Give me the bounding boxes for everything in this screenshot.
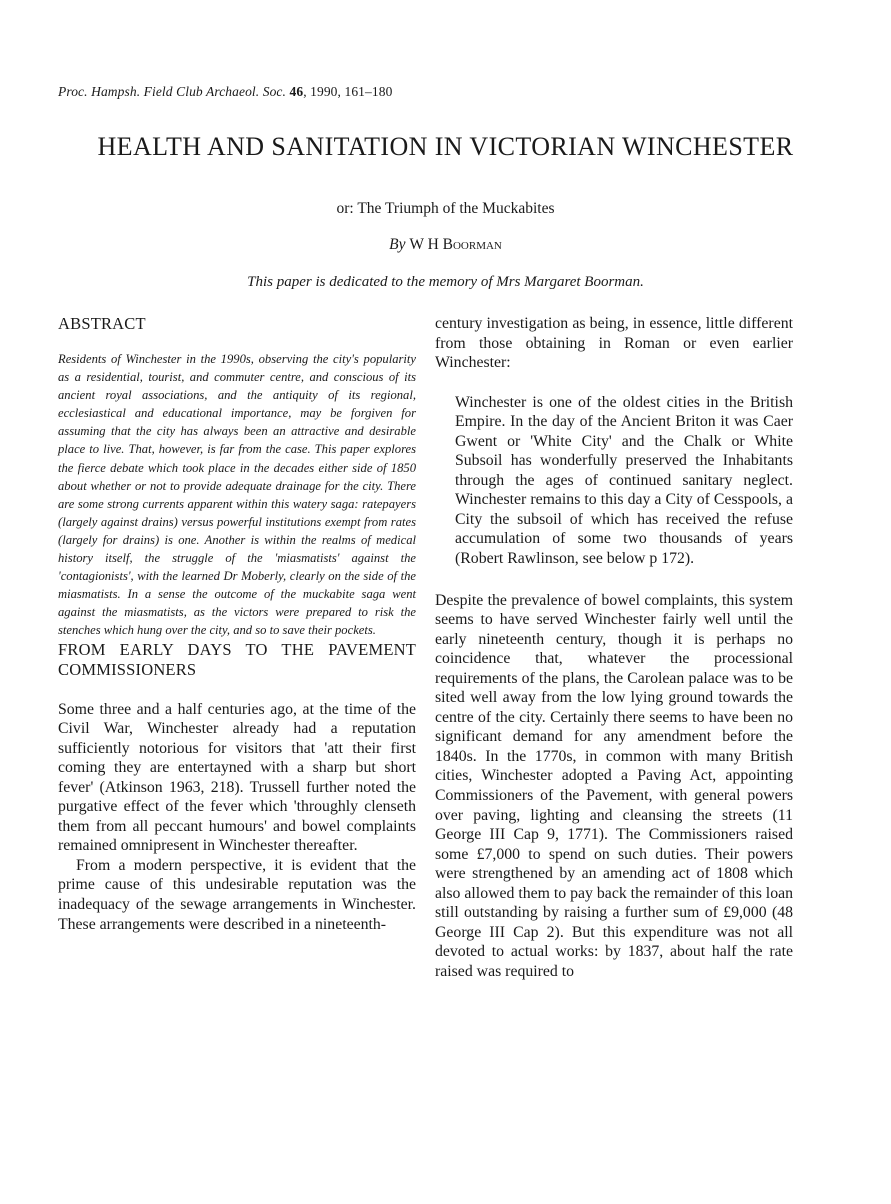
body-paragraph-continued: century investigation as being, in essence, little different from those obtaining in Roman or even earlier Winchester:	[435, 315, 793, 372]
abstract-heading: ABSTRACT	[58, 314, 146, 333]
abstract-text: Residents of Winchester in the 1990s, observing the city's popularity as a residential, tourist, and commuter centre, and conscious of its ancient royal associations, and the antiquity of its regional, ecclesiastical and educational importance, may be forgiven for assuming that the city has always been an attractive and desirable place to live. That, however, is far from the case. This paper explores the fierce debate which took place in the decades either side of 1850 about whether or not to provide adequate drainage for the city. There are some strong currents apparent within this watery saga: ratepayers (largely against drains) versus powerful institutions exempt from rates (largely for drains) is one. Another is within the realms of medical history itself, the struggle of the 'miasmatists' against the 'contagionists', with the learned Dr Moberly, clearly on the side of the miasmatists. In a sense the outcome of the muckabite saga went against the miasmatists, as the victors were prepared to risk the stenches which hung over the city, and so to save their pockets.	[58, 352, 416, 638]
article-title: HEALTH AND SANITATION IN VICTORIAN WINCHESTER	[97, 132, 794, 161]
section-heading: FROM EARLY DAYS TO THE PAVEMENT COMMISSIONERS	[58, 639, 416, 679]
citation-volume: 46	[289, 84, 304, 99]
right-column	[435, 314, 793, 982]
byline-by: By	[389, 236, 406, 253]
body-paragraph-3: Despite the prevalence of bowel complaints, this system seems to have served Winchester fairly well until the early nineteenth century, though it is perhaps no coincidence that, whatever the processional requirements of the plans, the Carolean palace was to be sited well away from the low lying ground towards the centre of the city. Certainly there seems to have been no significant demand for any amendment before the 1840s. In the 1770s, in common with many British cities, Winchester adopted a Paving Act, appointing Commissioners of the Pavement, with general powers over paving, lighting and cleansing the streets (11 George III Cap 9, 1771). The Commissioners raised some £7,000 to spend on such duties. Their powers were strengthened by an amending act of 1808 which also allowed them to pay back the remainder of this loan still outstanding by raising a further sum of £9,000 (48 George III Cap 2). But this expenditure was not all devoted to actual works: by 1837, about half the rate raised was required to	[435, 591, 793, 980]
body-paragraph-1: Some three and a half centuries ago, at the time of the Civil War, Winchester already had a reputation sufficiently notorious for visitors that 'att their first coming they are entertayned with a sharp but short fever' (Atkinson 1963, 218). Trussell further noted the purgative effect of the fever which 'throughly clenseth them from all peccant humours' and bowel complaints remained omnipresent in Winchester thereafter.	[58, 700, 416, 855]
dedication: This paper is dedicated to the memory of Mrs Margaret Boorman.	[247, 274, 644, 290]
journal-citation	[58, 84, 392, 100]
citation-year-pages: , 1990, 161–180	[303, 84, 393, 99]
block-quote: Winchester is one of the oldest cities in the British Empire. In the day of the Ancient Briton it was Caer Gwent or 'White City' and the Chalk or White Subsoil has wonderfully preserved the Inhabitants through the ages of continued sanitary neglect. Winchester remains to this day a City of Cesspools, a City the subsoil of which has received the refuse accumulation of some two thousands of years (Robert Rawlinson, see below p 172).	[455, 393, 793, 568]
left-column	[58, 314, 416, 934]
citation-journal: Proc. Hampsh. Field Club Archaeol. Soc.	[58, 84, 286, 99]
article-subtitle: or: The Triumph of the Muckabites	[336, 200, 555, 217]
author-name: W H Boorman	[409, 236, 502, 253]
body-paragraph-2: From a modern perspective, it is evident that the prime cause of this undesirable reputation was the inadequacy of the sewage arrangements in Winchester. These arrangements were described in a nineteenth-	[58, 856, 416, 933]
byline	[0, 236, 891, 254]
